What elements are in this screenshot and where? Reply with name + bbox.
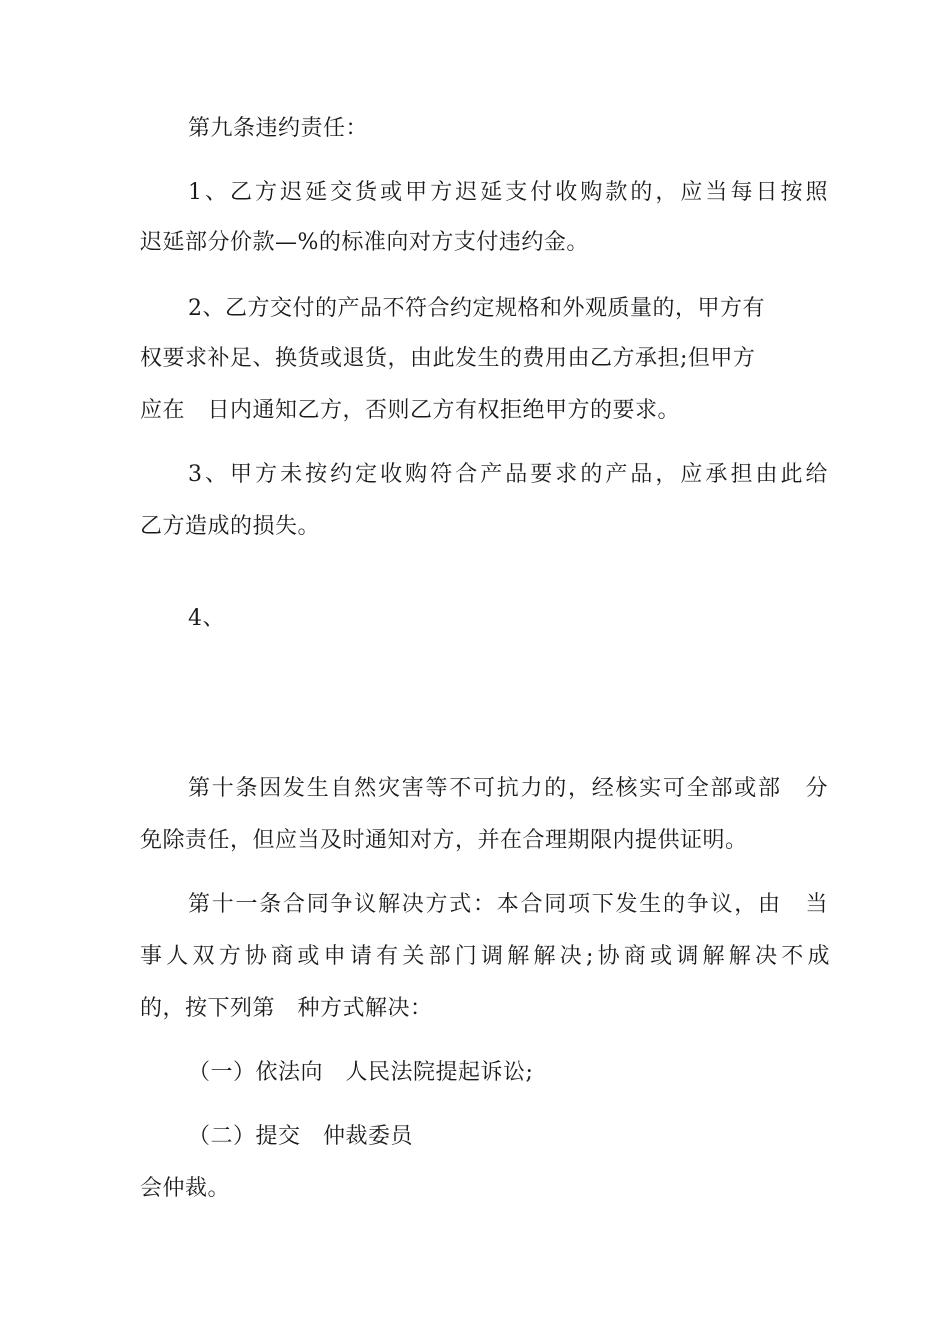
article-9-item-4: 4、 xyxy=(188,606,225,631)
article-9-item-1-line-1: 1、乙方迟延交货或甲方迟延支付收购款的，应当每日按照 xyxy=(188,180,828,205)
article-9-heading: 第九条违约责任： xyxy=(188,116,369,141)
article-11-line-2: 事人双方协商或申请有关部门调解解决;协商或调解解决不成 xyxy=(140,944,830,969)
article-9-item-1-line-2: 迟延部分价款—%的标准向对方支付违约金。 xyxy=(140,230,589,255)
article-9-item-2-line-3: 应在 日内通知乙方，否则乙方有权拒绝甲方的要求。 xyxy=(140,398,681,423)
dispute-option-2-line-2: 会仲裁。 xyxy=(140,1176,231,1201)
dispute-option-1: （一）依法向 人民法院提起诉讼; xyxy=(188,1060,534,1085)
article-10-line-2: 免除责任，但应当及时通知对方，并在合理期限内提供证明。 xyxy=(140,828,748,853)
article-9-item-2-line-1: 2、乙方交付的产品不符合约定规格和外观质量的，甲方有 xyxy=(188,296,765,321)
article-9-item-2-line-2: 权要求补足、换货或退货，由此发生的费用由乙方承担;但甲方 xyxy=(140,346,756,371)
article-11-line-3: 的，按下列第 种方式解决： xyxy=(140,996,433,1021)
article-9-item-3-line-2: 乙方造成的损失。 xyxy=(140,514,321,539)
article-10-line-1: 第十条因发生自然灾害等不可抗力的，经核实可全部或部 分 xyxy=(188,776,828,801)
dispute-option-2-line-1: （二）提交 仲裁委员 xyxy=(188,1124,414,1149)
article-11-line-1: 第十一条合同争议解决方式：本合同项下发生的争议，由 当 xyxy=(188,892,828,917)
article-9-item-3-line-1: 3、甲方未按约定收购符合产品要求的产品，应承担由此给 xyxy=(188,462,828,487)
